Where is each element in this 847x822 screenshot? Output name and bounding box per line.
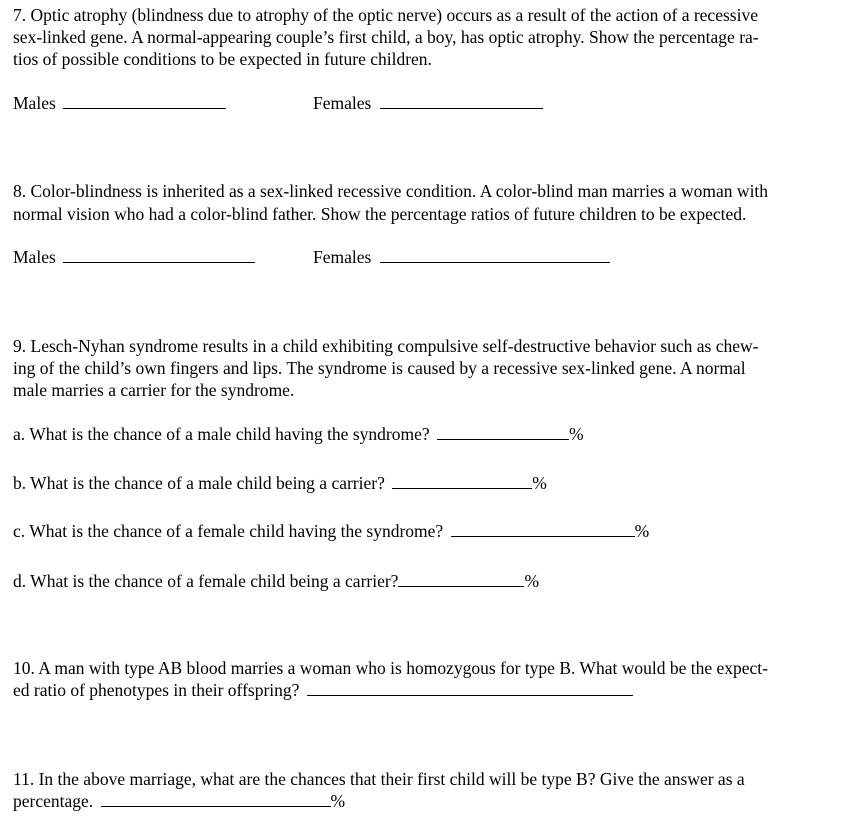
q9-part-a-answer-blank[interactable] [437, 425, 569, 440]
q10-answer-blank[interactable] [307, 681, 633, 696]
q9-part-d-answer-blank[interactable] [398, 572, 524, 587]
q9-part-b-text: b. What is the chance of a male child being a carrier? [13, 473, 385, 493]
q9-part-d-percent: % [524, 571, 540, 591]
q9-part-d [13, 570, 539, 592]
q9-part-a [13, 423, 584, 445]
q10-text-line-1: 10. A man with type AB blood marries a woman who is homozygous for type B. What would be the expect- [13, 658, 768, 678]
q9-part-d-text: d. What is the chance of a female child being a carrier? [13, 571, 399, 591]
q7-males-answer-blank[interactable] [63, 94, 226, 109]
q8-text-line-2: normal vision who had a color-blind father. Show the percentage ratios of future children to be expected. [13, 204, 747, 224]
q9-part-c-answer-blank[interactable] [451, 522, 635, 537]
q7-males-label: Males [13, 93, 56, 113]
q7-females-row [313, 92, 543, 114]
q7-text-line-2: sex-linked gene. A normal-appearing couple’s first child, a boy, has optic atrophy. Show the percentage ra- [13, 27, 759, 47]
q9-part-b-percent: % [532, 473, 547, 493]
q10-text-line-2-text: ed ratio of phenotypes in their offspring? [13, 680, 300, 700]
q9-text-line-3: male marries a carrier for the syndrome. [13, 380, 295, 400]
q8-text-line-1: 8. Color-blindness is inherited as a sex-linked recessive condition. A color-blind man marries a woman with [13, 181, 769, 201]
q11-percent: % [330, 791, 346, 811]
q9-text-line-2: ing of the child’s own fingers and lips. The syndrome is caused by a recessive sex-linked gene. A normal [13, 358, 746, 378]
q9-text-line-1: 9. Lesch-Nyhan syndrome results in a child exhibiting compulsive self-destructive behavior such as chew- [13, 336, 759, 356]
q9-part-b [13, 472, 547, 494]
q7-text-line-3: tios of possible conditions to be expected in future children. [13, 49, 432, 69]
q8-females-answer-blank[interactable] [380, 248, 610, 263]
q9-part-a-percent: % [568, 424, 584, 444]
q8-males-answer-blank[interactable] [63, 248, 255, 263]
q7-text-line-1: 7. Optic atrophy (blindness due to atrophy of the optic nerve) occurs as a result of the action of a recessive [13, 5, 758, 25]
q8-males-row [13, 246, 255, 268]
q11-answer-blank[interactable] [101, 792, 331, 807]
q11-text-line-2 [13, 790, 345, 812]
q7-females-label: Females [313, 93, 372, 113]
q8-females-label: Females [313, 247, 372, 267]
q11-text-line-2-text: percentage. [13, 791, 94, 811]
q7-females-answer-blank[interactable] [380, 94, 543, 109]
q10-text-line-2 [13, 679, 633, 701]
q9-part-b-answer-blank[interactable] [392, 474, 532, 489]
q11-text-line-1: 11. In the above marriage, what are the chances that their first child will be type B? Give the answer as a [13, 769, 745, 789]
q9-part-a-text: a. What is the chance of a male child having the syndrome? [13, 424, 430, 444]
q9-part-c-text: c. What is the chance of a female child having the syndrome? [13, 521, 444, 541]
q8-males-label: Males [13, 247, 56, 267]
q9-part-c [13, 520, 649, 542]
q9-part-c-percent: % [634, 521, 650, 541]
q7-males-row [13, 92, 226, 114]
q8-females-row [313, 246, 610, 268]
